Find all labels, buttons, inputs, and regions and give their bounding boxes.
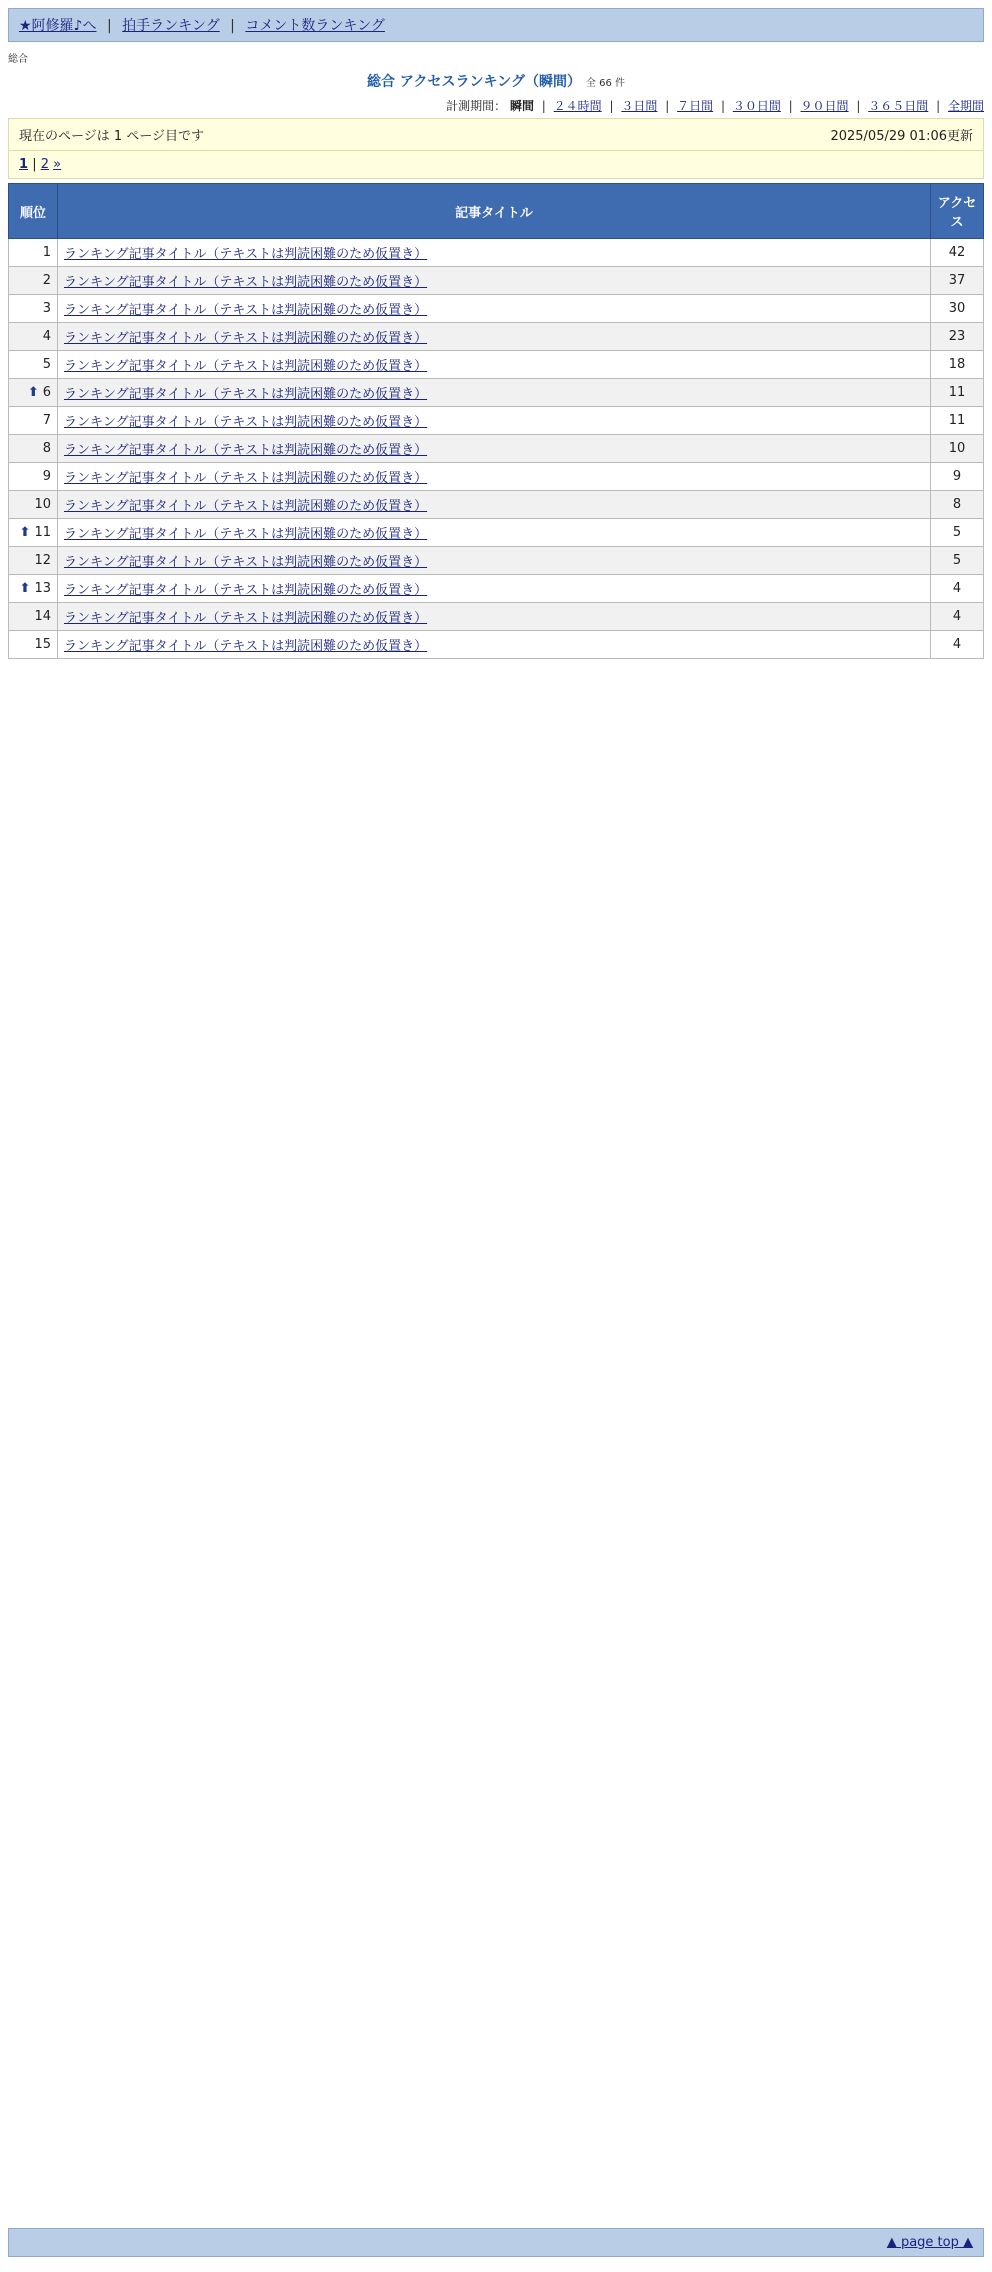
access-count: 5 xyxy=(931,519,984,547)
period-link-90d[interactable]: ９０日間 xyxy=(800,99,849,113)
title-cell xyxy=(58,631,931,659)
table-row xyxy=(9,575,984,603)
article-title-link[interactable]: ランキング記事タイトル（テキストは判読困難のため仮置き） xyxy=(64,359,428,374)
rank-number: 9 xyxy=(42,469,51,484)
article-title-link[interactable]: ランキング記事タイトル（テキストは判読困難のため仮置き） xyxy=(64,527,428,542)
nav-link-clap-ranking[interactable]: 拍手ランキング xyxy=(122,18,220,34)
table-row xyxy=(9,295,984,323)
rank-number: 15 xyxy=(34,637,51,652)
rank-number: 10 xyxy=(34,497,51,512)
table-row xyxy=(9,379,984,407)
footer-bar xyxy=(8,2228,984,2257)
table-row xyxy=(9,547,984,575)
access-count: 10 xyxy=(931,435,984,463)
top-nav xyxy=(8,8,984,42)
access-count: 11 xyxy=(931,407,984,435)
access-count: 30 xyxy=(931,295,984,323)
header-rank: 順位 xyxy=(9,184,58,239)
rank-number: 1 xyxy=(42,245,51,260)
period-link-3d[interactable]: ３日間 xyxy=(621,99,658,113)
article-title-link[interactable]: ランキング記事タイトル（テキストは判読困難のため仮置き） xyxy=(64,471,428,486)
title-cell xyxy=(58,323,931,351)
rank-cell xyxy=(9,351,58,379)
rank-cell xyxy=(9,295,58,323)
title-cell xyxy=(58,603,931,631)
rank-up-arrow-icon: ⬆ xyxy=(27,385,39,400)
rank-number: 4 xyxy=(42,329,51,344)
title-cell xyxy=(58,575,931,603)
pager-page-2[interactable]: 2 xyxy=(40,157,49,172)
period-label: 計測期間： xyxy=(446,99,507,113)
nav-separator: | xyxy=(106,18,112,34)
title-cell xyxy=(58,547,931,575)
period-link-all[interactable]: 全期間 xyxy=(947,99,984,113)
table-row xyxy=(9,603,984,631)
access-count: 5 xyxy=(931,547,984,575)
section-small-label: 総合 xyxy=(8,54,28,65)
pager-separator: | xyxy=(32,157,41,172)
period-separator: | xyxy=(665,99,670,113)
rank-cell xyxy=(9,323,58,351)
rank-cell xyxy=(9,407,58,435)
ranking-title-text: 総合 アクセスランキング（瞬間） xyxy=(366,74,582,90)
title-cell xyxy=(58,239,931,267)
article-title-link[interactable]: ランキング記事タイトル（テキストは判読困難のため仮置き） xyxy=(64,331,428,346)
pager-top xyxy=(8,151,984,179)
period-bar xyxy=(8,97,984,114)
access-count: 37 xyxy=(931,267,984,295)
article-title-link[interactable]: ランキング記事タイトル（テキストは判読困難のため仮置き） xyxy=(64,415,428,430)
title-cell xyxy=(58,491,931,519)
article-title-link[interactable]: ランキング記事タイトル（テキストは判読困難のため仮置き） xyxy=(64,247,428,262)
table-row xyxy=(9,407,984,435)
access-count: 8 xyxy=(931,491,984,519)
table-row xyxy=(9,519,984,547)
updated-timestamp: 2025/05/29 01:06更新 xyxy=(830,129,973,144)
rank-cell xyxy=(9,379,58,407)
ranking-table xyxy=(8,183,984,659)
access-count: 42 xyxy=(931,239,984,267)
access-count: 11 xyxy=(931,379,984,407)
period-link-24h[interactable]: ２４時間 xyxy=(553,99,602,113)
period-link-30d[interactable]: ３０日間 xyxy=(732,99,781,113)
table-row xyxy=(9,267,984,295)
access-count: 9 xyxy=(931,463,984,491)
article-title-link[interactable]: ランキング記事タイトル（テキストは判読困難のため仮置き） xyxy=(64,611,428,626)
rank-cell xyxy=(9,463,58,491)
pager-next-arrow[interactable]: » xyxy=(53,157,62,172)
rank-up-arrow-icon: ⬆ xyxy=(19,525,31,540)
current-page-text: 現在のページは 1 ページ目です xyxy=(19,129,205,144)
rank-cell xyxy=(9,547,58,575)
header-access: アクセス xyxy=(931,184,984,239)
rank-number: 14 xyxy=(34,609,51,624)
rank-number: 2 xyxy=(42,273,51,288)
access-count: 18 xyxy=(931,351,984,379)
access-count: 4 xyxy=(931,603,984,631)
article-title-link[interactable]: ランキング記事タイトル（テキストは判読困難のため仮置き） xyxy=(64,639,428,654)
table-row xyxy=(9,435,984,463)
rank-number: 8 xyxy=(42,441,51,456)
title-cell xyxy=(58,463,931,491)
period-separator: | xyxy=(856,99,861,113)
rank-number: 6 xyxy=(42,385,51,400)
rank-cell xyxy=(9,491,58,519)
rank-number: 13 xyxy=(34,581,51,596)
period-link-365d[interactable]: ３６５日間 xyxy=(868,99,929,113)
rank-number: 5 xyxy=(42,357,51,372)
page-top-link[interactable]: ▲ page top ▲ xyxy=(886,2235,973,2250)
rank-cell xyxy=(9,575,58,603)
article-title-link[interactable]: ランキング記事タイトル（テキストは判読困難のため仮置き） xyxy=(64,443,428,458)
table-row xyxy=(9,491,984,519)
access-count: 23 xyxy=(931,323,984,351)
nav-separator: | xyxy=(230,18,235,34)
title-cell xyxy=(58,435,931,463)
period-current: 瞬間 xyxy=(509,99,534,113)
rank-cell xyxy=(9,267,58,295)
ranking-table-body xyxy=(9,239,984,659)
period-separator: | xyxy=(788,99,793,113)
rank-number: 11 xyxy=(34,525,51,540)
article-title-link[interactable]: ランキング記事タイトル（テキストは判読困難のため仮置き） xyxy=(64,275,428,290)
period-separator: | xyxy=(541,99,546,113)
info-row xyxy=(8,118,984,151)
table-row xyxy=(9,463,984,491)
access-count: 4 xyxy=(931,631,984,659)
nav-link-comment-ranking[interactable]: コメント数ランキング xyxy=(245,18,385,34)
title-cell xyxy=(58,407,931,435)
rank-cell xyxy=(9,435,58,463)
table-row xyxy=(9,631,984,659)
article-title-link[interactable]: ランキング記事タイトル（テキストは判読困難のため仮置き） xyxy=(64,303,428,318)
rank-number: 3 xyxy=(42,301,51,316)
period-separator: | xyxy=(609,99,614,113)
nav-link-ashura[interactable]: ★阿修羅♪へ xyxy=(19,18,97,34)
article-title-link[interactable]: ランキング記事タイトル（テキストは判読困難のため仮置き） xyxy=(64,583,428,598)
rank-cell xyxy=(9,631,58,659)
access-count: 4 xyxy=(931,575,984,603)
article-title-link[interactable]: ランキング記事タイトル（テキストは判読困難のため仮置き） xyxy=(64,499,428,514)
title-cell xyxy=(58,379,931,407)
rank-number: 12 xyxy=(34,553,51,568)
ranking-count-note: 全 66 件 xyxy=(585,78,625,89)
table-row xyxy=(9,239,984,267)
title-cell xyxy=(58,351,931,379)
rank-number: 7 xyxy=(42,413,51,428)
rank-cell xyxy=(9,519,58,547)
period-link-7d[interactable]: ７日間 xyxy=(677,99,714,113)
content xyxy=(0,0,992,667)
article-title-link[interactable]: ランキング記事タイトル（テキストは判読困難のため仮置き） xyxy=(64,387,428,402)
rank-up-arrow-icon: ⬆ xyxy=(19,581,31,596)
period-separator: | xyxy=(720,99,725,113)
period-separator: | xyxy=(936,99,941,113)
rank-cell xyxy=(9,603,58,631)
ranking-title xyxy=(8,71,984,91)
title-cell xyxy=(58,519,931,547)
title-cell xyxy=(58,267,931,295)
table-row xyxy=(9,351,984,379)
header-title: 記事タイトル xyxy=(58,184,931,239)
pager-current-page[interactable]: 1 xyxy=(19,157,29,172)
table-row xyxy=(9,323,984,351)
title-cell xyxy=(58,295,931,323)
article-title-link[interactable]: ランキング記事タイトル（テキストは判読困難のため仮置き） xyxy=(64,555,428,570)
rank-cell xyxy=(9,239,58,267)
table-header-row xyxy=(9,184,984,239)
